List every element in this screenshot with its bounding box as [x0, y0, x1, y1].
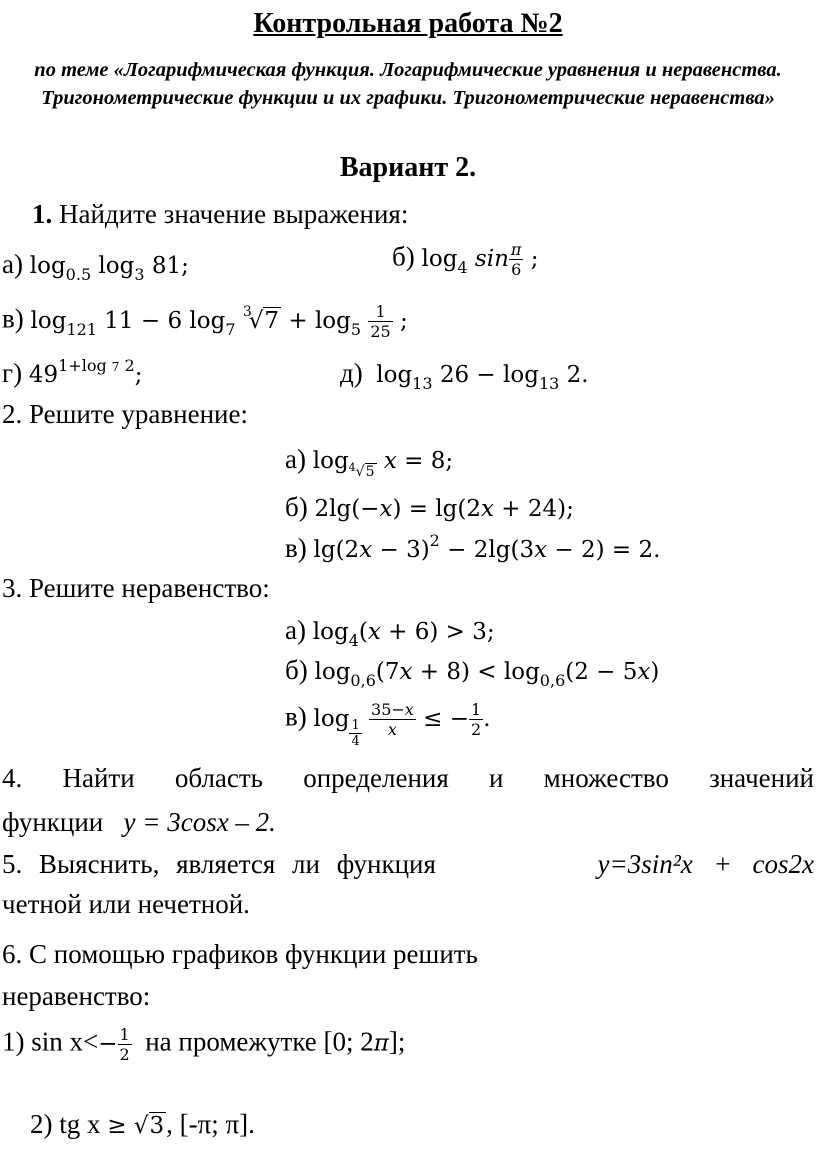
task3-item-b: б) $\log_{0,6}(7x + 8) < \log_{0,6}(2 - 5x)$	[285, 655, 660, 690]
item-label: в)	[285, 533, 307, 563]
task6-item2-end: , [-π; π].	[166, 1109, 255, 1139]
task6-item2-prefix: 2) tg x	[30, 1109, 101, 1139]
page-title: Контрольная работа №2	[253, 8, 563, 39]
task1-item-d: г) $49^{1+log 7 2}$;	[2, 356, 143, 388]
task1-item-b: б) $\log_4 \sin$ $\frac{\pi}{6}$ ;	[392, 240, 539, 279]
task1-heading	[32, 198, 408, 230]
task6-item1: 1) sin x<− $\frac{1}{2}$ на промежутке [0; 2π];	[2, 1025, 406, 1064]
task4-formula: y = 3cosx – 2.	[123, 807, 276, 837]
task6-item1-middle: на промежутке [0; 2	[145, 1026, 374, 1057]
task6-item1-end: ];	[388, 1026, 406, 1057]
task4-line2	[2, 806, 276, 838]
task1-item-c: в) $\log_{121} 11 - 6$ $\log_7 ^3√7 + \log_5$ $\frac{1}{25}$ ;	[2, 302, 408, 341]
item-label: б)	[285, 655, 308, 685]
task5-prefix: 5. Выяснить, является ли функция	[2, 849, 436, 879]
item-label: а)	[285, 444, 306, 474]
item-label: в)	[2, 303, 24, 334]
topic-subtitle: по теме «Логарифмическая функция. Логарифмические уравнения и неравенства. Тригонометрические функции и их графики. Тригонометрические неравенства»	[34, 59, 782, 109]
task1-item-e: д) $\log_{13} 26 - \log_{13} 2$.	[340, 358, 589, 393]
task1-text: Найдите значение выражения:	[59, 199, 409, 229]
task5-formula: y=3sin²x + cos2x	[597, 849, 814, 879]
task5-line1	[2, 848, 814, 880]
task2-item-a: а) $\log_{^4√5} x = 8$;	[285, 444, 454, 480]
task4-prefix: функции	[2, 807, 104, 837]
task2-item-c: в) $\lg(2x - 3)^2 - 2\lg(3x - 2) = 2$.	[285, 531, 661, 563]
task3-item-c: в) log $\frac{1}{4}$ $\frac{35-x}{x}$ ≤ − $\frac{1}{2}$ .	[285, 700, 491, 749]
item-label: д)	[340, 358, 363, 388]
task4-line1: 4. Найти область определения и множество значений	[2, 763, 814, 793]
item-label: б)	[392, 241, 415, 272]
task2-heading: 2. Решите уравнение:	[2, 399, 248, 429]
task3-heading: 3. Решите неравенство:	[2, 573, 270, 603]
task6-item2: 2) tg x ≥ √3, [-π; π].	[30, 1109, 255, 1139]
task1-item-a: а) $\log_{0.5} \log_3 81$;	[2, 249, 189, 284]
task3-item-a: а) $\log_4(x + 6) > 3$;	[285, 615, 495, 650]
task6-line1: 6. С помощью графиков функции решить	[2, 939, 478, 969]
item-label: г)	[2, 358, 23, 388]
variant-heading: Вариант 2.	[339, 152, 477, 183]
task1-number: 1.	[32, 199, 53, 229]
item-label: б)	[285, 492, 308, 522]
task6-line2: неравенство:	[2, 981, 151, 1011]
task6-item1-prefix: 1) sin x<	[2, 1026, 99, 1057]
task2-item-b: б) 2lg(−x) = lg(2x + 24);	[285, 492, 574, 522]
task5-line2: четной или нечетной.	[2, 889, 250, 919]
item-label: а)	[285, 615, 306, 645]
item-label: а)	[2, 249, 23, 279]
item-label: в)	[285, 701, 307, 732]
